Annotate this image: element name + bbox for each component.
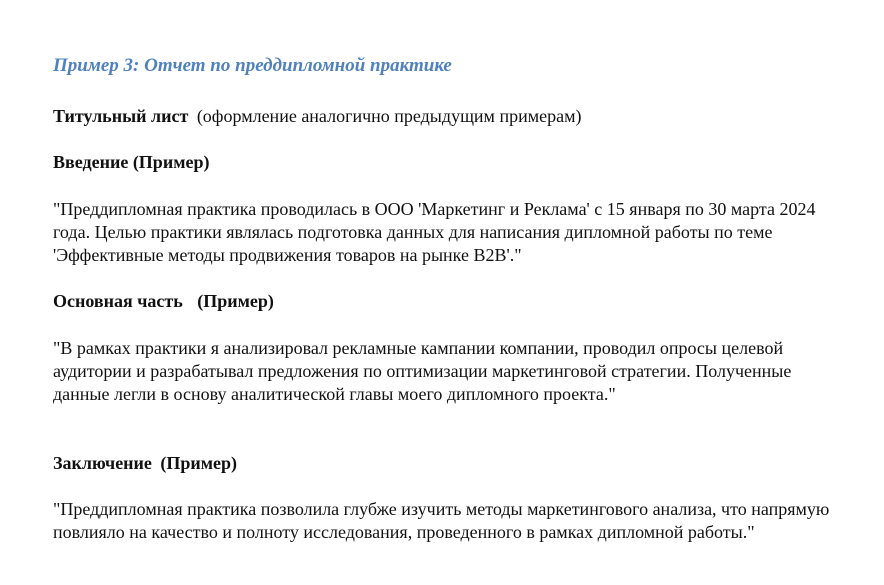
main-part-text: "В рамках практики я анализировал рекламные кампании компании, проводил опросы целевой аудитории и разрабатывал предложения по оптимизации маркетинговой стратегии. Полученные данные легли в основу аналитической главы моего дипломного проекта." [53,338,792,404]
conclusion-tag: (Пример) [160,453,238,473]
main-part-tag: (Пример) [197,291,274,311]
main-part-label: Основная часть [53,291,183,311]
title-page-label: Титульный лист [53,106,189,126]
introduction-label: Введение [53,152,129,172]
introduction-tag: (Пример) [132,152,210,172]
conclusion-text: "Преддипломная практика позволила глубже изучить методы маркетингового анализа, что напрямую повлияло на качество и полноту исследования, проведенного в рамках дипломной работы." [53,499,830,542]
example-heading: Пример 3: Отчет по преддипломной практике [53,55,452,76]
title-page-note: (оформление аналогично предыдущим примерам) [196,106,582,126]
introduction-heading [53,151,209,174]
main-part-heading [53,290,274,313]
conclusion-label: Заключение [53,453,152,473]
title-page-line [53,105,581,128]
introduction-text: "Преддипломная практика проводилась в ООО 'Маркетинг и Реклама' с 15 января по 30 марта 2024 года. Целью практики являлась подготовка данных для написания дипломной работы по теме 'Эффективные методы продвижения товаров на рынке B2B'." [53,199,816,265]
conclusion-heading [53,452,237,475]
